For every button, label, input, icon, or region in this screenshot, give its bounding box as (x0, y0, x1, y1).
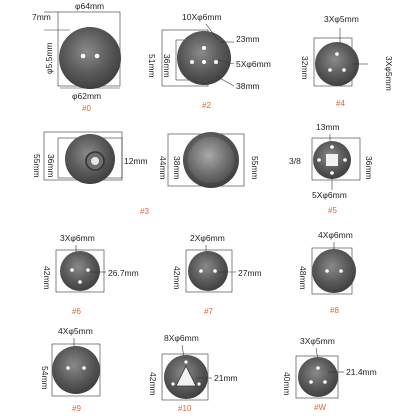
item-6-left-label: 42mm (42, 266, 52, 290)
item-5-caption: #5 (328, 206, 337, 215)
item-0-left-side-label: φ5.5mm (44, 42, 54, 74)
item-6-caption: #6 (72, 307, 81, 316)
item-4-caption: #4 (336, 99, 345, 108)
item-5-left-label: 3/8 (289, 156, 301, 166)
item-5-bottom-label: 5Xφ6mm (312, 190, 347, 200)
item-8-caption: #8 (330, 306, 339, 315)
item-2 (147, 12, 271, 110)
item-middle-left2-label: 44mm (158, 156, 168, 180)
item-8 (298, 230, 356, 315)
disc-7 (188, 251, 228, 291)
item-6-top-label: 3Xφ6mm (60, 233, 95, 243)
item-9 (40, 326, 100, 413)
disc-0 (59, 27, 121, 89)
disc-w (298, 357, 338, 397)
item-2-caption: #2 (202, 101, 211, 110)
item-7-right-label: 27mm (238, 268, 262, 278)
item-5 (289, 122, 374, 215)
item-2-top-label: 10Xφ6mm (182, 12, 222, 22)
item-4-top-label: 3Xφ5mm (324, 14, 359, 24)
item-0-top-label: φ64mm (75, 1, 105, 11)
item-middle-left-label: 38mm (172, 156, 182, 180)
item-6-right-label: 26.7mm (108, 268, 139, 278)
item-7 (172, 233, 262, 316)
item-3-left-inner-label: 36mm (46, 154, 56, 178)
item-10 (148, 333, 238, 413)
item-middle (140, 132, 260, 216)
item-2-right-mid-label: 5Xφ6mm (236, 59, 271, 69)
item-0-bottom-label: φ62mm (72, 91, 102, 101)
item-0-caption: #0 (82, 104, 91, 113)
item-4 (300, 14, 394, 108)
disc-8 (312, 249, 356, 293)
item-0-left-top-label: 7mm (32, 12, 51, 22)
item-3-right-label: 12mm (124, 156, 148, 166)
item-4-left-side-label: 32mm (300, 56, 310, 80)
item-w-caption: #W (314, 403, 326, 412)
item-7-top-label: 2Xφ6mm (190, 233, 225, 243)
item-2-left-outer-label: 51mm (147, 54, 157, 78)
item-5-top-label: 13mm (316, 122, 340, 132)
item-3-caption: #3 (140, 207, 149, 216)
item-4-right-side-label: 3Xφ5mm (384, 56, 394, 91)
item-10-caption: #10 (178, 404, 192, 413)
item-2-left-inner-label: 36mm (162, 54, 172, 78)
item-w-left-label: 40mm (282, 372, 292, 396)
item-3 (32, 132, 148, 184)
item-middle-right-label: 55mm (250, 156, 260, 180)
disc-9 (52, 346, 100, 394)
item-5-right-label: 36mm (364, 156, 374, 180)
item-9-left-label: 54mm (40, 366, 50, 390)
item-w (282, 336, 377, 412)
item-2-bottom-label: 38mm (236, 81, 260, 91)
item-10-top-label: 8Xφ6mm (164, 333, 199, 343)
item-2-right-top-label: 23mm (236, 34, 260, 44)
disc-6 (60, 251, 100, 291)
item-3-left-outer-label: 55mm (32, 154, 42, 178)
item-8-top-label: 4Xφ6mm (318, 230, 353, 240)
item-9-caption: #9 (72, 404, 81, 413)
disc-2 (177, 31, 231, 85)
item-w-right-label: 21.4mm (346, 367, 377, 377)
item-10-left-label: 42mm (148, 372, 158, 396)
item-10-right-label: 21mm (214, 373, 238, 383)
item-w-top-label: 3Xφ5mm (300, 336, 335, 346)
item-6 (42, 233, 139, 316)
item-9-top-label: 4Xφ5mm (58, 326, 93, 336)
item-7-caption: #7 (204, 307, 213, 316)
item-8-left-label: 48mm (298, 266, 308, 290)
item-0 (32, 1, 121, 113)
item-7-left-label: 42mm (172, 266, 182, 290)
